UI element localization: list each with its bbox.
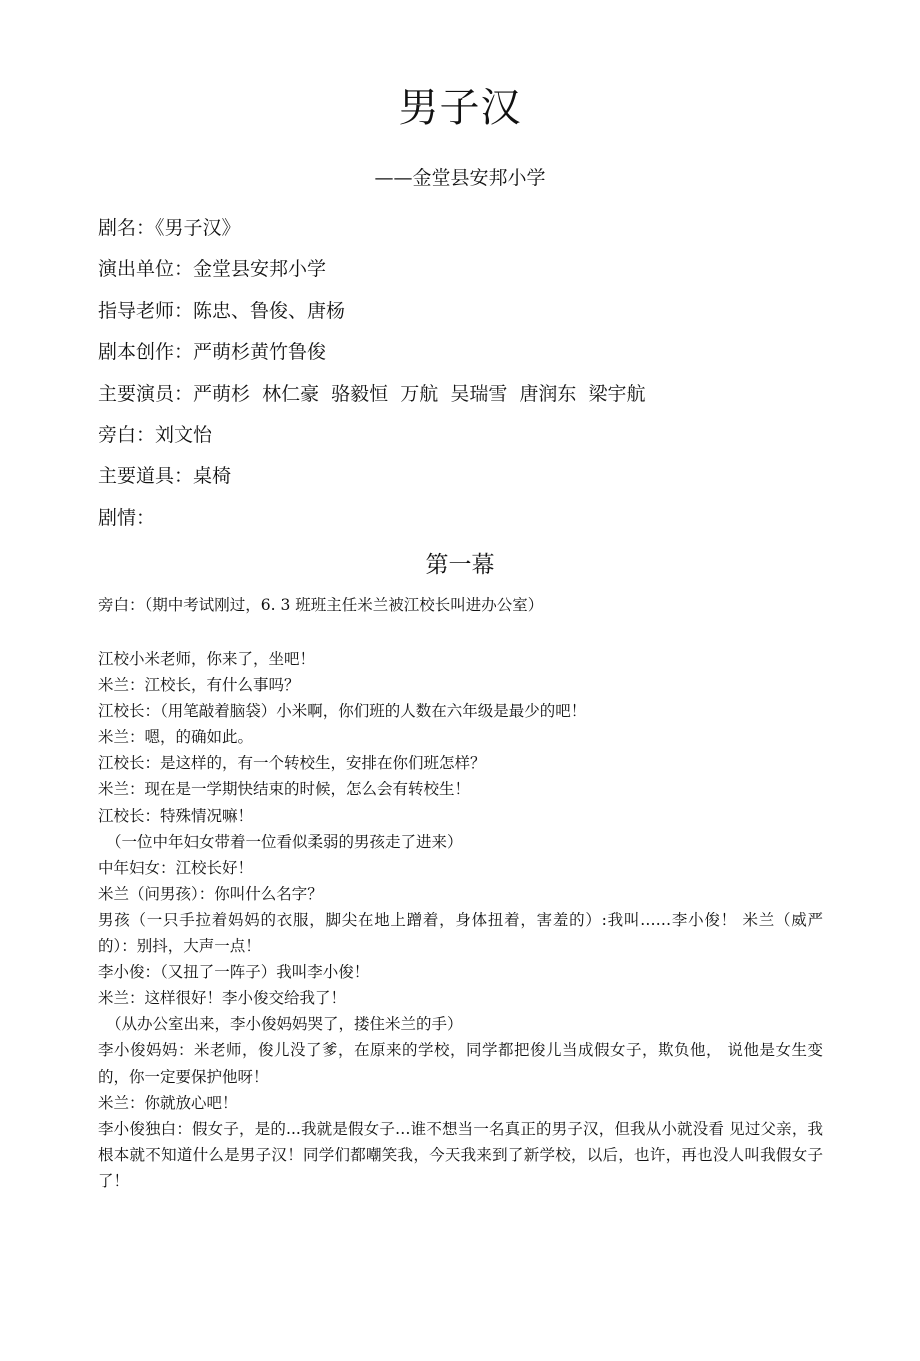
info-teachers: 指导老师：陈忠、鲁俊、唐杨	[98, 299, 346, 322]
act-narration: 旁白：（期中考试刚过，6. 3 班班主任米兰被江校长叫进办公室）	[98, 596, 544, 614]
dialogue-line: 李小俊妈妈：米老师，俊儿没了爹，在原来的学校，同学都把俊儿当成假女子，欺负他， 说他是女生变的，你一定要保护他呀！	[98, 1041, 823, 1086]
dialogue-line: 江校长：是这样的，有一个转校生，安排在你们班怎样？	[98, 754, 486, 773]
stage-direction: （从办公室出来，李小俊妈妈哭了，搂住米兰的手）	[106, 1015, 463, 1034]
dialogue-line: 米兰：这样很好！李小俊交给我了！	[98, 989, 347, 1008]
document-subtitle: ——金堂县安邦小学	[374, 167, 546, 189]
document-title: 男子汉	[398, 85, 522, 131]
info-play-name: 剧名：《男子汉》	[98, 217, 241, 239]
info-props: 主要道具：桌椅	[98, 465, 232, 488]
dialogue-line: 李小俊：（又扭了一阵子）我叫李小俊！	[98, 963, 370, 982]
dialogue-line: 米兰：江校长，有什么事吗？	[98, 676, 300, 695]
info-narrator: 旁白：刘文怡	[98, 423, 213, 446]
dialogue-line: 米兰：嗯，的确如此。	[98, 728, 254, 747]
dialogue-block	[98, 646, 823, 1194]
dialogue-line: 中年妇女：江校长好！	[98, 858, 254, 877]
dialogue-line: 江校长：特殊情况嘛！	[98, 806, 254, 825]
info-actors: 主要演员：严萌杉 林仁豪 骆毅恒 万航 吴瑞雪 唐润东 梁宇航	[98, 382, 646, 405]
dialogue-line: 米兰（问男孩）：你叫什么名字？	[98, 884, 323, 903]
info-performer: 演出单位：金堂县安邦小学	[98, 258, 327, 281]
monologue: 李小俊独白：假女子，是的...我就是假女子…谁不想当一名真正的男子汉，但我从小就没看 见过父亲，我根本就不知道什么是男子汉！同学们都嘲笑我，今天我来到了新学校，以后，也许，再也没人叫我假女子了！	[98, 1119, 823, 1190]
dialogue-line: 江校小米老师，你来了，坐吧！	[98, 650, 316, 668]
dialogue-line: 江校长：（用笔敲着脑袋）小米啊，你们班的人数在六年级是最少的吧！	[98, 702, 587, 721]
dialogue-line: 米兰：现在是一学期快结束的时候，怎么会有转校生！	[98, 780, 471, 799]
dialogue-line: 男孩（一只手拉着妈妈的衣服，脚尖在地上蹭着，身体扭着，害羞的）:我叫……李小俊！ 米兰（威严的）：别抖，大声一点！	[98, 910, 823, 956]
dialogue-line: 米兰：你就放心吧！	[98, 1093, 238, 1112]
info-plot: 剧情：	[98, 506, 156, 529]
play-info-block	[98, 208, 838, 539]
act-heading: 第一幕	[425, 552, 495, 578]
stage-direction: （一位中年妇女带着一位看似柔弱的男孩走了进来）	[106, 832, 463, 851]
info-writers: 剧本创作：严萌杉黄竹鲁俊	[98, 341, 327, 364]
